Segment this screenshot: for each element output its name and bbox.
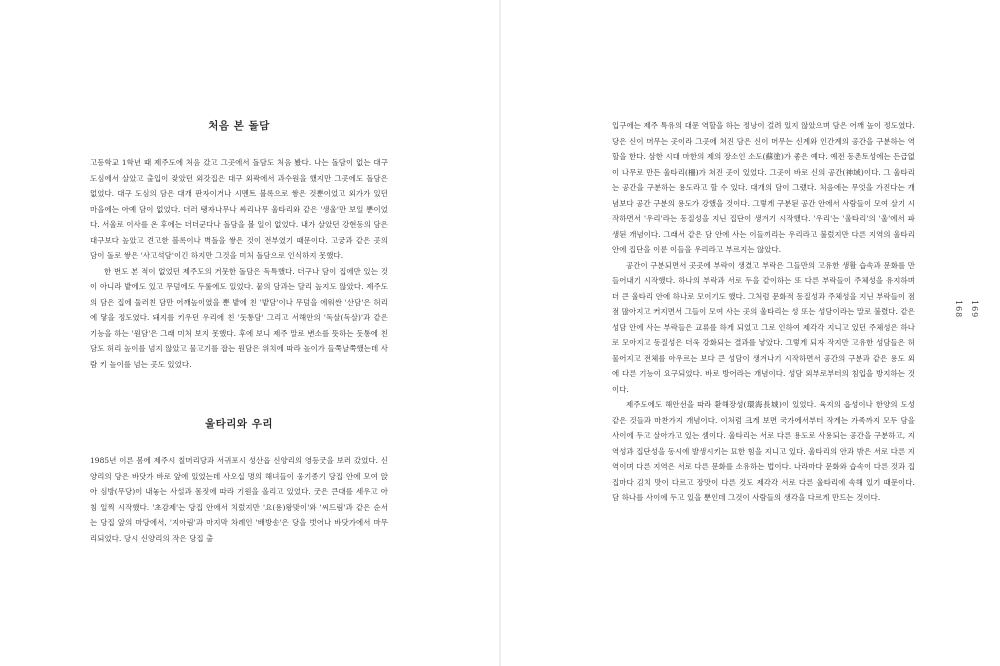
page-number-right: 169 [970,300,979,319]
paragraph: 제주도에도 해안선을 따라 환해장성(環海長城)이 있었다. 육지의 읍성이나 한양의 도성 같은 것들과 마찬가지 개념이다. 이처럼 크게 보면 국가에서부터 작게는 가족까지 모두 담을 사이에 두고 살아가고 있는 셈이다. 울타리는 서로 다른 용도로 사용되는 공간을 구분하고, 지역성과 집단성을 동시에 발생시키는 묘한 힘을 지니고 있다. 울타리의 안과 밖은 서로 다른 지역이며 다른 지역은 서로 다른 문화를 소유하는 법이다. 나라마다 문화와 습속이 다른 것과 집집마다 김치 맛이 다르고 장맛이 다른 것도 제각각 서로 다른 울타리에 속해 있기 때문이다. 담 하나를 사이에 두고 있을 뿐인데 그것이 사람들의 생각을 다르게 만드는 것이다. [612,400,915,502]
paragraph: 한 번도 본 적이 없었던 제주도의 거뭇한 돌담은 독특했다. 더구나 담이 집에만 있는 것이 아니라 밭에도 있고 무덤에도 두룰에도 있었다. 뭍의 담과는 달리 높지도 않았다. 제주도의 담은 집에 둘러친 담만 어깨높이였을 뿐 밭에 친 '밭담'이나 무덤을 에워싼 '산담'은 허리에 닿을 정도였다. 돼지를 키우던 우리에 친 '돗통담' 그리고 서해안의 '독살(독살)'과 같은 기능을 하는 '원담'은 그래 미처 보지 못했다. 후에 보니 제주 말로 변소를 뜻하는 돗통에 친 담도 허리 높이를 넘지 않았고 물고기를 잡는 원담은 위치에 따라 높이가 들쭉날쭉했는데 사람 키 높이를 넘는 곳도 있었다. [90,266,388,369]
right-text-column [612,118,915,506]
section-title-fence-and-us: 울타리와 우리 [204,418,273,430]
paragraph: 공간이 구분되면서 곳곳에 부락이 생겼고 부락은 그들만의 고유한 생활 습속과 문화를 만들어내기 시작했다. 하나의 부락과 서로 두을 같이하는 또 다른 부락들이 주체성을 유지하며 더 큰 울타리 안에 하나로 모이기도 했다. 그처럼 문화적 동질성과 주체성을 지닌 부락들이 점점 많아지고 커지면서 그들이 모여 사는 곳의 울타리는 성 또는 성담이라는 말로 불렸다. 같은 성담 안에 사는 부락들은 교류를 하게 되었고 그로 인하여 제각각 지니고 있던 주체성은 하나로 모아지고 동질성은 더욱 강화되는 결과를 낳았다. 그렇게 되자 작지만 고유한 성담들은 허물어지고 전체를 아우르는 보다 큰 성담이 생겨나기 시작하면서 공간의 구분과 같은 용도 외에 다른 기능이 요구되었다. 바로 방어라는 개념이다. 성담 외부로부터의 침입을 방지하는 것이다. [612,260,915,394]
page-number-left: 168 [954,300,963,319]
section-title-stone-wall: 처음 본 돌담 [208,120,270,132]
paragraph: 입구에는 제주 특유의 대문 역할을 하는 정낭이 걸려 있지 않았으며 담은 어깨 높이 정도였다. 당은 신이 머무는 곳이라 그곳에 쳐진 담은 신이 머무는 신계와 인간계의 공간을 구분하는 역할을 한다. 삼한 시대 마한의 제의 장소인 소도(蘇塗)가 좋은 예다. 예전 동촌토성에는 든급없이 나무로 만든 울타리(柵)가 쳐진 곳이 있었다. 그곳이 바로 신의 공간(神域)이다. 그 울타리는 공간을 구분하는 용도라고 할 수 있다. 대개의 담이 그랬다. 처음에는 무엇을 가진다는 개념보다 공간 구분의 용도가 강했을 것이다. 그렇게 구분된 공간 안에서 사람들이 모여 살기 시작하면서 '우리'라는 동질성을 지닌 집단이 생겨기 시작했다. '우리'는 '울타리'의 '울'에서 파생된 개념이다. 그래서 같은 담 안에 사는 이들끼리는 우리라고 불렀지만 다른 지역의 울타리 안에 집단을 이룬 이들을 우리라고 부르지는 않았다. [612,121,915,254]
left-text-column [90,118,388,546]
paragraph: 1985년 이른 봄에 제주시 칠머리당과 서귀포시 성산읍 신양리의 영등굿을 보러 갔었다. 신양리의 당은 바닷가 바로 앞에 있었는데 사오십 명의 해녀들이 웅기종기 당집 안에 모여 앉아 심방(무당)이 내놓는 사설과 몸짓에 따라 기원을 올리고 있었다. 굿은 큰대를 세우고 아침 일찍 시작했다. '초감제'는 당집 안에서 치렀지만 '요(용)왕맞이'와 '씨드림'과 같은 순서는 당집 앞의 마당에서, '지아림'과 마지막 차례인 '배방송'은 당을 벗어나 바닷가에서 마무리되었다. 당시 신양리의 작은 당집 출 [90,456,388,543]
paragraph: 고등학교 1학년 때 제주도에 처음 갔고 그곳에서 돌담도 처음 봤다. 나는 돌담이 없는 대구 도심에서 살았고 출입이 잦았던 외갓집은 대구 외곽에서 과수원을 했지만 그곳에도 돌담은 없었다. 대구 도심의 담은 대개 판자이거나 시멘트 블록으로 쌓은 것뿐이었고 외가가 있던 마을에는 아예 담이 없었다. 더러 탱자나무나 싸리나무 울타리와 같은 '생울'만 보일 뿐이었다. 서울로 이사를 온 후에는 더더군다나 돌담을 볼 일이 없었다. 내가 살았던 강현동의 담은 대구보다 높았고 견고한 블록이나 벽돌을 쌓은 것이 전부였기 때문이다. 고궁과 같은 곳의 담이 돌로 쌓은 '사고석담'이긴 하지만 그것을 미처 돌담으로 인식하지 못했다. [90,158,388,260]
